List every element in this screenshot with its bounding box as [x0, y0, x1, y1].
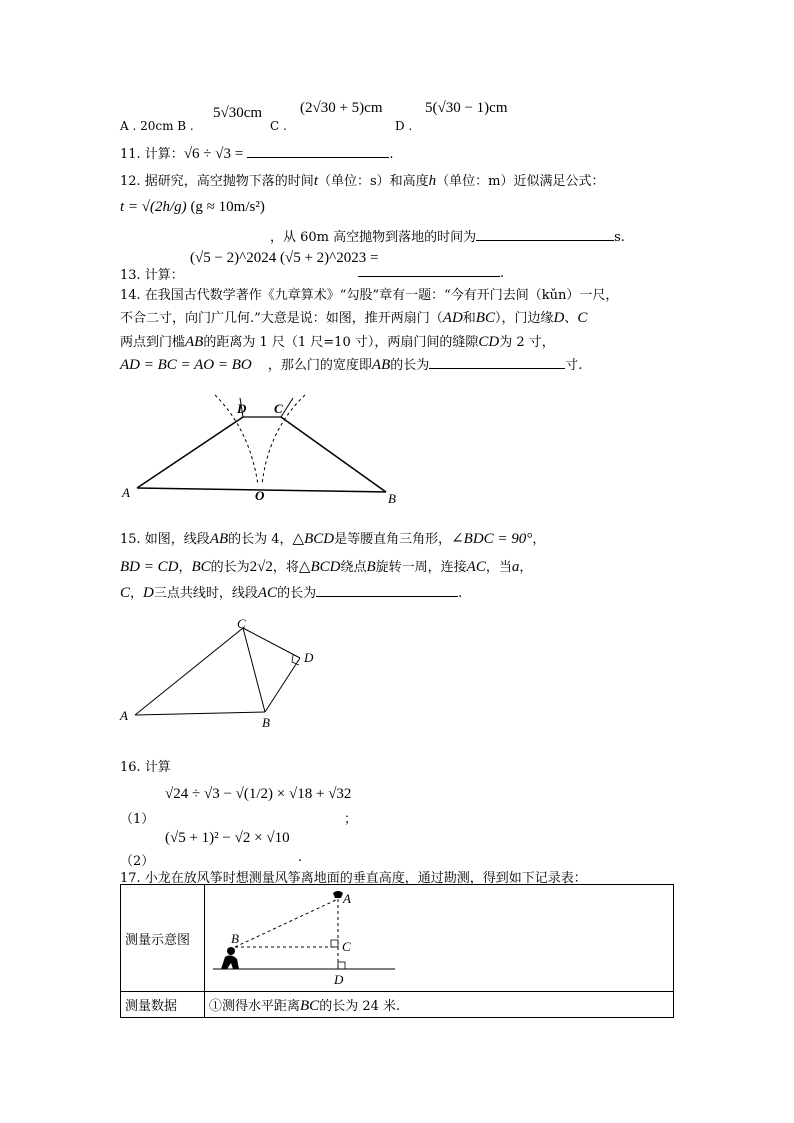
q12-text-a: 12. 据研究，高空抛物下落的时间 [120, 174, 314, 189]
q14-t4d: 的长为 [390, 358, 430, 373]
q15-label-d: D [304, 650, 314, 665]
q15-t1e: 是等腰直角三角形， [334, 532, 452, 547]
q14-t2a: 不合二寸，向门广几何.”大意是说：如图，推开两扇门（ [120, 311, 443, 326]
q15-angle: ∠BDC = 90° [451, 531, 533, 547]
q17-label-a: A [343, 891, 351, 906]
q17-right-angle-c [331, 940, 338, 947]
q12-var-t: t [313, 173, 318, 189]
q15-b: B [366, 559, 376, 575]
q15-t2l: ，当 [485, 560, 512, 575]
q14-t3e: 为 2 寸， [499, 335, 555, 350]
q10-option-a: A . 20cm B . [120, 119, 194, 133]
q11-text: 11. 计算： [120, 147, 184, 162]
q14-ab: AB [185, 334, 204, 350]
q13-expr: (√5 − 2)^2024 (√5 + 2)^2023 = [190, 250, 379, 266]
q17-row2-text-a: ①测得水平距离 [209, 998, 301, 1014]
q17-row2-bc: BC [300, 997, 320, 1014]
q15-t3b: ， [130, 586, 144, 601]
q15-t1c: 的长为 4， [228, 532, 293, 547]
q13-label: 13. 计算： [120, 268, 184, 283]
q15-t2b: ， [178, 560, 192, 575]
q14-line1: 14. 在我国古代数学著作《九章算术》“勾股”章有一题：“今有开门去间（kǔn）一尺， [120, 288, 619, 303]
q15-ab: AB [209, 531, 229, 547]
q12-text-c: （单位：m）近似满足公式： [436, 174, 605, 189]
q10-option-d-label: D . [395, 119, 413, 133]
q12-text-line2: ，从 60m 高空抛物到落地的时间为 [270, 230, 477, 245]
q17-label-b: B [231, 931, 239, 946]
q15-len: 2√2 [249, 559, 273, 575]
q10-option-b-expr: 5√30cm [213, 105, 263, 121]
q15-t1a: 15. 如图，线段 [120, 532, 210, 547]
q17-row1-label: 测量示意图 [121, 885, 205, 992]
q16-p1-expr: √24 ÷ √3 − √(1/2) × √18 + √32 [165, 786, 352, 802]
q16-p1-label: （1） [120, 812, 155, 827]
q17-diagram-cell [205, 885, 674, 992]
q14-bc: BC [475, 310, 495, 326]
q15-tri2: △BCD [298, 559, 341, 575]
q15-ac: AC [466, 559, 486, 575]
q16-p2-end: . [298, 850, 303, 865]
q14-t3c: 的距离为 1 尺（1 尺=10 寸），两扇门间的缝隙 [203, 335, 479, 350]
q12-formula-condition: (g ≈ 10m/s²) [190, 199, 265, 215]
q15-t2d: 的长为 [210, 560, 250, 575]
q15-bc: BC [191, 559, 211, 575]
q17-kite-figure [209, 885, 669, 991]
q17-row2-content [205, 992, 674, 1018]
q17-record-table [120, 884, 674, 1018]
q17-row-diagram [121, 885, 674, 992]
q16-p2-label: （2） [120, 854, 155, 869]
q15-bdcd: BD = CD [120, 559, 179, 575]
q14-ab2: AB [371, 357, 391, 373]
q14-label-c: C [274, 401, 283, 416]
q14-label-d: D [237, 401, 247, 416]
q12-unit: s. [614, 230, 625, 245]
q14-t2g: 、 [564, 311, 578, 326]
q17-string-ba [235, 899, 338, 947]
q15-t2n: ， [519, 560, 533, 575]
q14-label-o: O [255, 488, 265, 503]
q15-tri: △BCD [292, 531, 335, 547]
q11-question: 11. 计算：√6 ÷ √3 = . [120, 146, 394, 162]
q14-ad: AD [442, 310, 463, 326]
q15-t3f: 的长为 [277, 586, 317, 601]
q15-label-c: C [237, 616, 246, 631]
q14-t4b: ，那么门的宽度即 [267, 358, 372, 373]
q15-t2j: 旋转一周，连接 [375, 560, 467, 575]
q17-row-data [121, 992, 674, 1018]
q15-seg-ac [135, 628, 243, 715]
q15-c: C [120, 585, 131, 601]
q11-expr: √6 ÷ √3 = [183, 146, 244, 162]
q17-label-c: C [342, 939, 351, 954]
q15-ac2: AC [257, 585, 278, 601]
kite-icon [333, 891, 343, 898]
q14-t2c: 和 [462, 311, 476, 326]
q15-seg-ab [135, 712, 265, 715]
q15-label-b: B [262, 715, 270, 730]
q12-text-b: （单位：s）和高度 [317, 174, 429, 189]
q15-a: a [511, 559, 520, 575]
q17-text: 17. 小龙在放风筝时想测量风筝离地面的垂直高度，通过勘测，得到如下记录表： [120, 871, 587, 886]
q14-cd: CD [478, 334, 500, 350]
q14-t3a: 两点到门槛 [120, 335, 186, 350]
q10-option-d-expr: 5(√30 − 1)cm [425, 100, 508, 116]
q15-seg-bc [243, 628, 265, 712]
q15-seg-cd [243, 628, 300, 658]
q14-label-a: A [122, 485, 130, 500]
q15-t2f: ，将 [272, 560, 299, 575]
q17-row2-label: 测量数据 [121, 992, 205, 1018]
q14-label-b: B [388, 491, 396, 506]
q14-equalities: AD = BC = AO = BO [120, 357, 252, 373]
q17-right-angle-d [338, 962, 345, 969]
q10-option-c-expr: (2√30 + 5)cm [300, 100, 383, 116]
q15-seg-bd [265, 658, 300, 712]
q15-label-a: A [120, 708, 128, 723]
q15-d: D [143, 585, 154, 601]
q17-row2-text-c: 的长为 24 米. [319, 998, 401, 1014]
q15-t3d: 三点共线时，线段 [153, 586, 258, 601]
q14-t4e: 寸. [565, 358, 583, 373]
q14-t2e: ），门边缘 [494, 311, 554, 326]
q14-c: C [577, 310, 588, 326]
person-icon [221, 947, 239, 969]
q17-label-d: D [334, 972, 344, 987]
q14-d: D [553, 310, 565, 326]
q15-t1g: ， [532, 532, 546, 547]
q15-line3: C，D三点共线时，线段AC的长为 . [120, 585, 463, 601]
q16-p2-expr: (√5 + 1)² − √2 × √10 [165, 830, 290, 846]
q16-p1-end: ； [344, 812, 358, 827]
q15-t2h: 绕点 [340, 560, 367, 575]
q10-option-c-label: C . [270, 119, 287, 133]
q13-answer: . [358, 264, 504, 281]
q12-var-h: h [428, 173, 437, 189]
q16-title: 16. 计算 [120, 760, 171, 775]
q12-formula-expr: t = √(2h/g) [120, 199, 187, 215]
